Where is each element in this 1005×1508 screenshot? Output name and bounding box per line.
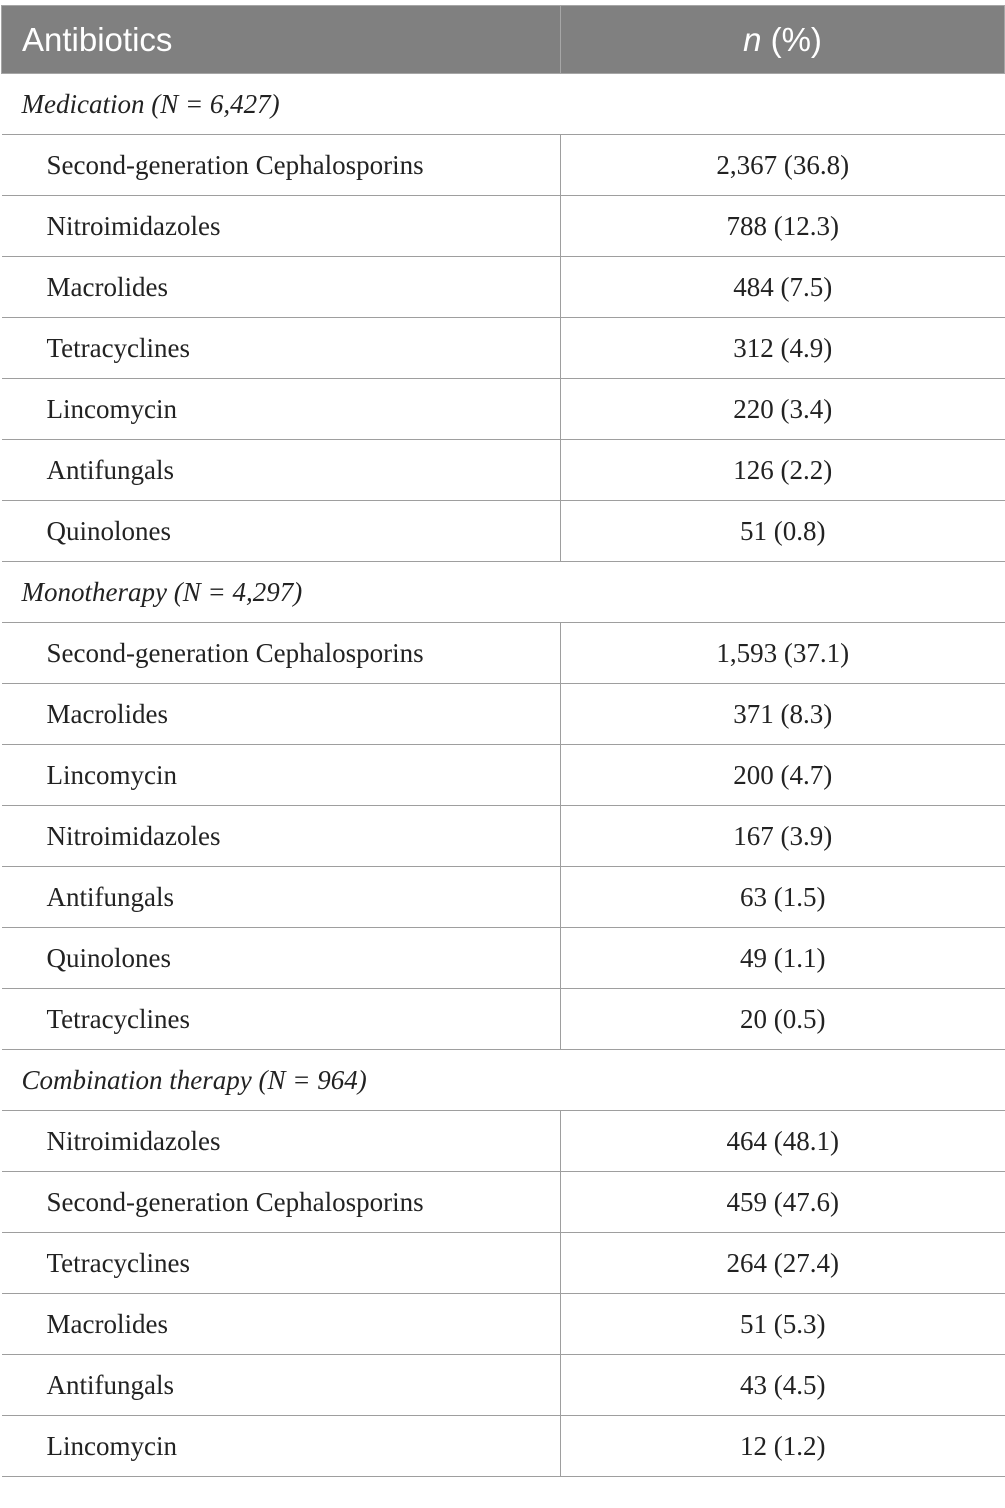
count-percent: 51 (5.3) [561, 1294, 1005, 1355]
antibiotic-name: Tetracyclines [2, 989, 561, 1050]
antibiotic-name: Second-generation Cephalosporins [2, 135, 561, 196]
table-row [2, 501, 1005, 562]
table-row [2, 867, 1005, 928]
table-row [2, 1111, 1005, 1172]
antibiotic-name: Nitroimidazoles [2, 806, 561, 867]
antibiotic-name: Nitroimidazoles [2, 1111, 561, 1172]
section-row [2, 1050, 1005, 1111]
section-title: Medication (N = 6,427) [2, 74, 1005, 135]
table-row [2, 684, 1005, 745]
antibiotic-name: Quinolones [2, 501, 561, 562]
count-percent: 459 (47.6) [561, 1172, 1005, 1233]
count-percent: 264 (27.4) [561, 1233, 1005, 1294]
antibiotic-name: Lincomycin [2, 379, 561, 440]
table-row [2, 989, 1005, 1050]
antibiotic-name: Antifungals [2, 440, 561, 501]
antibiotic-name: Second-generation Cephalosporins [2, 1172, 561, 1233]
table-row [2, 1355, 1005, 1416]
antibiotic-name: Quinolones [2, 928, 561, 989]
antibiotic-name: Second-generation Cephalosporins [2, 623, 561, 684]
count-percent: 371 (8.3) [561, 684, 1005, 745]
count-percent: 484 (7.5) [561, 257, 1005, 318]
section-title: Monotherapy (N = 4,297) [2, 562, 1005, 623]
antibiotics-table [1, 5, 1005, 1477]
count-percent: 200 (4.7) [561, 745, 1005, 806]
antibiotic-name: Macrolides [2, 684, 561, 745]
header-n: n [743, 20, 762, 58]
count-percent: 63 (1.5) [561, 867, 1005, 928]
count-percent: 464 (48.1) [561, 1111, 1005, 1172]
header-n-percent [561, 6, 1005, 74]
table-row [2, 806, 1005, 867]
antibiotic-name: Lincomycin [2, 1416, 561, 1477]
table-row [2, 135, 1005, 196]
antibiotic-name: Antifungals [2, 1355, 561, 1416]
table-row [2, 440, 1005, 501]
table-row [2, 1294, 1005, 1355]
count-percent: 1,593 (37.1) [561, 623, 1005, 684]
count-percent: 49 (1.1) [561, 928, 1005, 989]
table-row [2, 928, 1005, 989]
section-title: Combination therapy (N = 964) [2, 1050, 1005, 1111]
count-percent: 220 (3.4) [561, 379, 1005, 440]
header-antibiotics: Antibiotics [2, 6, 561, 74]
header-percent: (%) [761, 20, 822, 58]
antibiotic-name: Tetracyclines [2, 318, 561, 379]
section-row [2, 562, 1005, 623]
table-row [2, 196, 1005, 257]
table-row [2, 1416, 1005, 1477]
table-row [2, 257, 1005, 318]
table-row [2, 745, 1005, 806]
count-percent: 12 (1.2) [561, 1416, 1005, 1477]
table-row [2, 1233, 1005, 1294]
count-percent: 43 (4.5) [561, 1355, 1005, 1416]
antibiotic-name: Tetracyclines [2, 1233, 561, 1294]
table-row [2, 1172, 1005, 1233]
count-percent: 126 (2.2) [561, 440, 1005, 501]
table-row [2, 623, 1005, 684]
count-percent: 167 (3.9) [561, 806, 1005, 867]
antibiotic-name: Lincomycin [2, 745, 561, 806]
header-row [2, 6, 1005, 74]
count-percent: 2,367 (36.8) [561, 135, 1005, 196]
antibiotic-name: Macrolides [2, 257, 561, 318]
antibiotic-name: Macrolides [2, 1294, 561, 1355]
section-row [2, 74, 1005, 135]
count-percent: 788 (12.3) [561, 196, 1005, 257]
antibiotic-name: Antifungals [2, 867, 561, 928]
table-row [2, 318, 1005, 379]
antibiotic-name: Nitroimidazoles [2, 196, 561, 257]
count-percent: 51 (0.8) [561, 501, 1005, 562]
table-row [2, 379, 1005, 440]
count-percent: 20 (0.5) [561, 989, 1005, 1050]
count-percent: 312 (4.9) [561, 318, 1005, 379]
